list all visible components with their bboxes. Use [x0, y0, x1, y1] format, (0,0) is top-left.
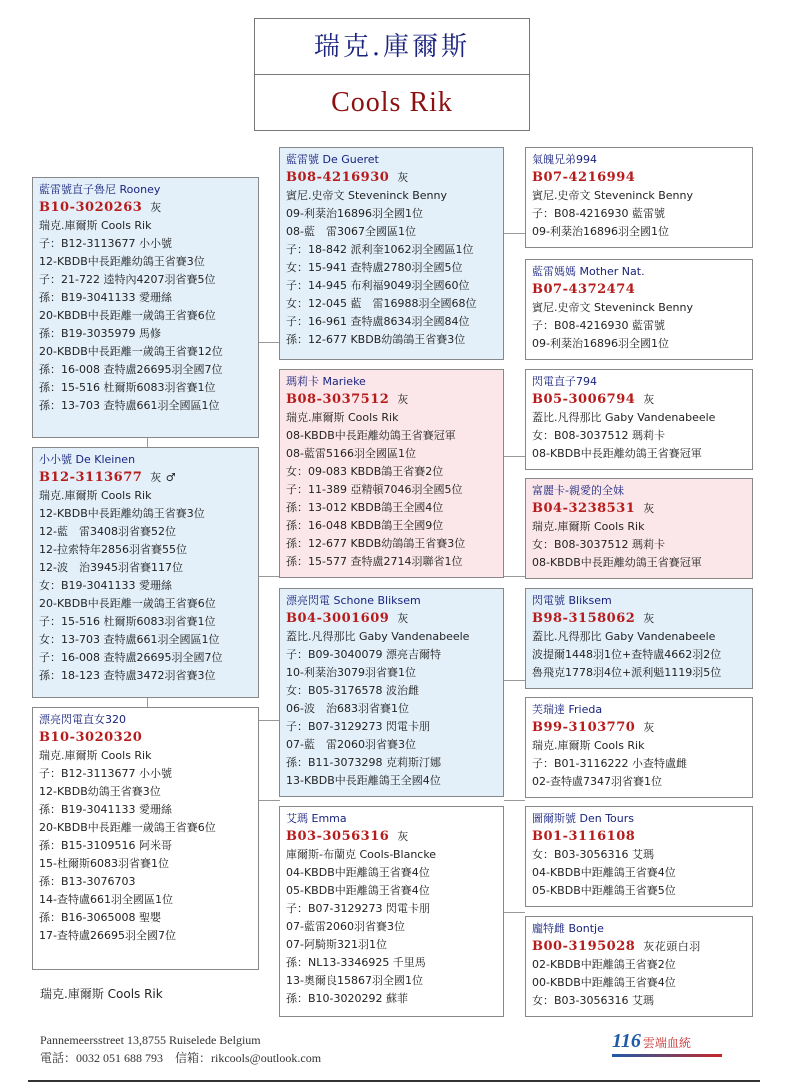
record-line: 波提爾1448羽1位+查特盧4662羽2位: [532, 648, 722, 661]
record-line: 子：B01-3116222 小查特盧雌: [532, 757, 687, 770]
connector-line: [504, 233, 525, 234]
ring-number-line: [39, 199, 252, 217]
contact-info: [40, 1031, 321, 1067]
breeder-name: 瑞克.庫爾斯 Cools Rik: [39, 219, 152, 232]
record-line: 魯飛克1778羽4位+派利魁1119羽5位: [532, 666, 722, 679]
record-line: 14-查特盧661羽全國區1位: [39, 893, 173, 906]
record-line: 20-KBDB中長距離一歲鴿王省賽6位: [39, 309, 216, 322]
record-line: 05-KBDB中距離鴿王省賽4位: [286, 884, 430, 897]
record-line: 孫：12-677 KBDB幼鴿鴿王省賽3位: [286, 537, 466, 550]
record-line: 女：B19-3041133 愛珊絲: [39, 579, 172, 592]
record-line: 孫：B16-3065008 聖嬰: [39, 911, 161, 924]
record-line: 孫：16-008 查特盧26695羽全國7位: [39, 363, 223, 376]
record-line: 子：11-389 亞精頓7046羽全國5位: [286, 483, 463, 496]
color-sex: 灰: [643, 612, 655, 625]
bird-name: 瑪莉卡 Marieke: [286, 375, 366, 388]
record-line: 子：B08-4216930 藍雷號: [532, 207, 665, 220]
record-line: 09-利棻治16896羽全國1位: [532, 225, 669, 238]
record-line: 02-查特盧7347羽省賽1位: [532, 775, 662, 788]
record-line: 孫：15-516 杜爾斯6083羽省賽1位: [39, 381, 216, 394]
record-line: 08-KBDB中長距離幼鴿王省賽冠軍: [286, 429, 456, 442]
record-line: 13-KBDB中長距離鴿王全國4位: [286, 774, 441, 787]
sire-sire-card: [279, 147, 504, 360]
ring-number-line: [39, 729, 252, 747]
dam-sire-dam-card: [525, 697, 753, 798]
color-sex: 灰: [397, 171, 409, 184]
breeder-name: 庫爾斯-布蘭克 Cools-Blancke: [286, 848, 437, 861]
color-sex: 灰: [397, 830, 409, 843]
ring-number-line: [286, 828, 497, 846]
record-line: 08-KBDB中長距離幼鴿王省賽冠軍: [532, 447, 702, 460]
sire-card: [32, 177, 259, 438]
color-sex: 灰: [397, 393, 409, 406]
record-line: 07-藍 雷2060羽省賽3位: [286, 738, 416, 751]
color-sex: 灰: [150, 201, 162, 214]
record-line: 女：09-083 KBDB鴿王省賽2位: [286, 465, 444, 478]
connector-line: [259, 720, 280, 721]
record-line: 10-利棻治3079羽省賽1位: [286, 666, 416, 679]
ring-number-line: [286, 391, 497, 409]
owner-label: 瑞克.庫爾斯 Cools Rik: [40, 987, 163, 1001]
record-line: 孫：NL13-3346925 千里馬: [286, 956, 426, 969]
logo-text: 雲端血統: [642, 1036, 691, 1050]
dam-sire-card: [279, 588, 504, 797]
color-sex: 灰: [643, 721, 655, 734]
record-line: 12-藍 雷3408羽省賽52位: [39, 525, 176, 538]
connector-line: [504, 912, 525, 913]
owner-name-chinese: 瑞克.庫爾斯: [255, 19, 529, 75]
record-line: 女：B03-3056316 艾瑪: [532, 994, 654, 1007]
record-line: 孫：B11-3073298 克莉斯汀娜: [286, 756, 441, 769]
breeder-name: 瑞克.庫爾斯 Cools Rik: [39, 489, 152, 502]
record-line: 女：15-941 查特盧2780羽全國5位: [286, 261, 463, 274]
record-line: 孫：15-577 查特盧2714羽聯省1位: [286, 555, 463, 568]
subject-card: [32, 447, 259, 698]
record-line: 女：12-045 藍 雷16988羽全國68位: [286, 297, 477, 310]
color-sex: 灰: [397, 612, 409, 625]
sire-dam-card: [279, 369, 504, 578]
breeder-name: 蓋比.凡得那比 Gaby Vandenabeele: [532, 411, 716, 424]
color-sex: 灰花頭白羽: [643, 940, 701, 953]
bird-name: 閃電直子794: [532, 375, 597, 388]
ring-number-line: [532, 828, 746, 846]
color-sex: 灰: [643, 393, 655, 406]
ring-number-line: [286, 610, 497, 628]
record-line: 孫：B15-3109516 阿米哥: [39, 839, 172, 852]
record-line: 孫：B13-3076703: [39, 875, 136, 888]
record-line: 孫：12-677 KBDB幼鴿鴿王省賽3位: [286, 333, 466, 346]
bird-name: 芙瑞達 Frieda: [532, 703, 603, 716]
breeder-name: 賓尼.史帝文 Steveninck Benny: [286, 189, 448, 202]
ring-number-line: [532, 610, 746, 628]
ring-number: B10-3020320: [39, 730, 143, 745]
ring-number-line: [532, 500, 746, 518]
record-line: 孫：18-123 查特盧3472羽省賽3位: [39, 669, 216, 682]
breeder-name: 蓋比.凡得那比 Gaby Vandenabeele: [532, 630, 716, 643]
record-line: 20-KBDB中長距離一歲鴿王省賽6位: [39, 597, 216, 610]
dam-sire-sire-card: [525, 588, 753, 689]
owner-name-english: Cools Rik: [331, 87, 453, 118]
record-line: 孫：16-048 KBDB鴿王全國9位: [286, 519, 444, 532]
logo-number: 116: [612, 1030, 641, 1052]
record-line: 08-藍 雷3067全國區1位: [286, 225, 416, 238]
record-line: 04-KBDB中距離鴿王省賽4位: [286, 866, 430, 879]
breeder-name: 蓋比.凡得那比 Gaby Vandenabeele: [286, 630, 470, 643]
connector-line: [147, 698, 148, 707]
record-line: 12-KBDB中長距離幼鴿王省賽3位: [39, 507, 205, 520]
sire-sire-sire-card: [525, 147, 753, 248]
bird-name: 小小號 De Kleinen: [39, 453, 136, 466]
connector-line: [147, 438, 148, 447]
connector-line: [259, 576, 280, 577]
record-line: 15-杜爾斯6083羽省賽1位: [39, 857, 169, 870]
record-line: 孫：B19-3041133 愛珊絲: [39, 291, 172, 304]
record-line: 子：B12-3113677 小小號: [39, 767, 172, 780]
record-line: 子：B08-4216930 藍雷號: [532, 319, 665, 332]
breeder-name: 賓尼.史帝文 Steveninck Benny: [532, 301, 694, 314]
record-line: 04-KBDB中距離鴿王省賽4位: [532, 866, 676, 879]
record-line: 06-波 治683羽省賽1位: [286, 702, 409, 715]
connector-line: [504, 576, 525, 577]
bird-name: 富麗卡-親愛的全妹: [532, 484, 624, 497]
record-line: 13-奧爾良15867羽全國1位: [286, 974, 423, 987]
ring-number: B04-3238531: [532, 501, 636, 516]
ring-number: B08-4216930: [286, 170, 390, 185]
record-line: 子：16-008 查特盧26695羽全國7位: [39, 651, 223, 664]
record-line: 女：13-703 查特盧661羽全國區1位: [39, 633, 220, 646]
ring-number: B00-3195028: [532, 939, 636, 954]
ring-number: B08-3037512: [286, 392, 390, 407]
record-line: 女：B05-3176578 波治雌: [286, 684, 419, 697]
bird-name: 漂亮閃電 Schone Bliksem: [286, 594, 421, 607]
record-line: 20-KBDB中長距離一歲鴿王省賽6位: [39, 821, 216, 834]
ring-number: B99-3103770: [532, 720, 636, 735]
record-line: 20-KBDB中長距離一歲鴿王省賽12位: [39, 345, 223, 358]
record-line: 00-KBDB中距離鴿王省賽4位: [532, 976, 676, 989]
ring-number-line: [532, 719, 746, 737]
color-sex: 灰: [643, 502, 655, 515]
bird-name: 圖爾斯號 Den Tours: [532, 812, 635, 825]
ring-number-line: [286, 169, 497, 187]
record-line: 子：15-516 杜爾斯6083羽省賽1位: [39, 615, 216, 628]
ring-number: B03-3056316: [286, 829, 390, 844]
bird-name: 龐特雌 Bontje: [532, 922, 604, 935]
dam-card: [32, 707, 259, 970]
record-line: 12-KBDB中長距離幼鴿王省賽3位: [39, 255, 205, 268]
ring-number-line: [532, 938, 746, 956]
logo-underline: [612, 1054, 722, 1057]
bird-name: 漂亮閃電直女320: [39, 713, 126, 726]
record-line: 05-KBDB中距離鴿王省賽5位: [532, 884, 676, 897]
record-line: 子：B07-3129273 閃電卡朋: [286, 720, 430, 733]
record-line: 08-藍雷5166羽全國區1位: [286, 447, 416, 460]
record-line: 12-波 治3945羽省賽117位: [39, 561, 183, 574]
color-sex: 灰 ♂: [150, 471, 177, 484]
connector-line: [259, 342, 280, 343]
bird-name: 閃電號 Bliksem: [532, 594, 612, 607]
record-line: 09-利棻治16896羽全國1位: [286, 207, 423, 220]
breeder-name: 賓尼.史帝文 Steveninck Benny: [532, 189, 694, 202]
record-line: 孫：B19-3041133 愛珊絲: [39, 803, 172, 816]
record-line: 02-KBDB中距離鴿王省賽2位: [532, 958, 676, 971]
ring-number: B04-3001609: [286, 611, 390, 626]
record-line: 12-拉索特年2856羽省賽55位: [39, 543, 187, 556]
ring-number: B07-4216994: [532, 170, 636, 185]
breeder-name: 瑞克.庫爾斯 Cools Rik: [532, 739, 645, 752]
record-line: 子：B07-3129273 閃電卡朋: [286, 902, 430, 915]
sire-sire-dam-card: [525, 259, 753, 360]
record-line: 孫：13-012 KBDB鴿王全國4位: [286, 501, 444, 514]
record-line: 孫：B19-3035979 馬修: [39, 327, 161, 340]
connector-line: [504, 680, 525, 681]
record-line: 12-KBDB幼鴿王省賽3位: [39, 785, 161, 798]
record-line: 08-KBDB中長距離幼鴿王省賽冠軍: [532, 556, 702, 569]
ring-number: B05-3006794: [532, 392, 636, 407]
record-line: 孫：13-703 查特盧661羽全國區1位: [39, 399, 220, 412]
ring-number-line: [39, 469, 252, 487]
ring-number: B01-3116108: [532, 829, 636, 844]
dam-dam-card: [279, 806, 504, 1017]
record-line: 女：B08-3037512 瑪莉卡: [532, 429, 665, 442]
record-line: 子：16-961 查特盧8634羽全國84位: [286, 315, 470, 328]
sire-dam-dam-card: [525, 478, 753, 579]
phone-email-line: 電話：0032 051 688 793 信箱：rikcools@outlook.com: [40, 1051, 322, 1065]
ring-number: B12-3113677: [39, 470, 143, 485]
record-line: 子：18-842 派利奎1062羽全國區1位: [286, 243, 474, 256]
record-line: 07-藍雷2060羽省賽3位: [286, 920, 405, 933]
record-line: 子：B09-3040079 漂亮吉爾特: [286, 648, 441, 661]
record-line: 孫：B10-3020292 蘇菲: [286, 992, 408, 1005]
ring-number-line: [532, 281, 746, 299]
record-line: 女：B03-3056316 艾瑪: [532, 848, 654, 861]
bird-name: 氣魄兄弟994: [532, 153, 597, 166]
ring-number-line: [532, 169, 746, 187]
bird-name: 艾瑪 Emma: [286, 812, 347, 825]
bird-name: 藍雷號直子魯尼 Rooney: [39, 183, 161, 196]
bottom-divider: [28, 1080, 760, 1082]
dam-dam-sire-card: [525, 806, 753, 907]
connector-line: [504, 456, 525, 457]
bird-name: 藍雷號 De Gueret: [286, 153, 379, 166]
pedigree-title: [254, 18, 530, 131]
breeder-name: 瑞克.庫爾斯 Cools Rik: [286, 411, 399, 424]
ring-number: B10-3020263: [39, 200, 143, 215]
breeder-name: 瑞克.庫爾斯 Cools Rik: [532, 520, 645, 533]
connector-line: [504, 800, 525, 801]
ring-number: B98-3158062: [532, 611, 636, 626]
record-line: 子：B12-3113677 小小號: [39, 237, 172, 250]
record-line: 07-阿騎斯321羽1位: [286, 938, 387, 951]
address-line: Pannemeersstreet 13,8755 Ruiselede Belgium: [40, 1033, 261, 1047]
brand-logo: [612, 1030, 722, 1058]
ring-number: B07-4372474: [532, 282, 636, 297]
record-line: 子：14-945 布利福9049羽全國60位: [286, 279, 470, 292]
record-line: 17-查特盧26695羽全國7位: [39, 929, 176, 942]
dam-dam-dam-card: [525, 916, 753, 1017]
ring-number-line: [532, 391, 746, 409]
record-line: 09-利棻治16896羽全國1位: [532, 337, 669, 350]
bird-name: 藍雷媽媽 Mother Nat.: [532, 265, 645, 278]
record-line: 女：B08-3037512 瑪莉卡: [532, 538, 665, 551]
record-line: 子：21-722 逵特內4207羽省賽5位: [39, 273, 216, 286]
sire-dam-sire-card: [525, 369, 753, 470]
connector-line: [259, 800, 280, 801]
breeder-name: 瑞克.庫爾斯 Cools Rik: [39, 749, 152, 762]
